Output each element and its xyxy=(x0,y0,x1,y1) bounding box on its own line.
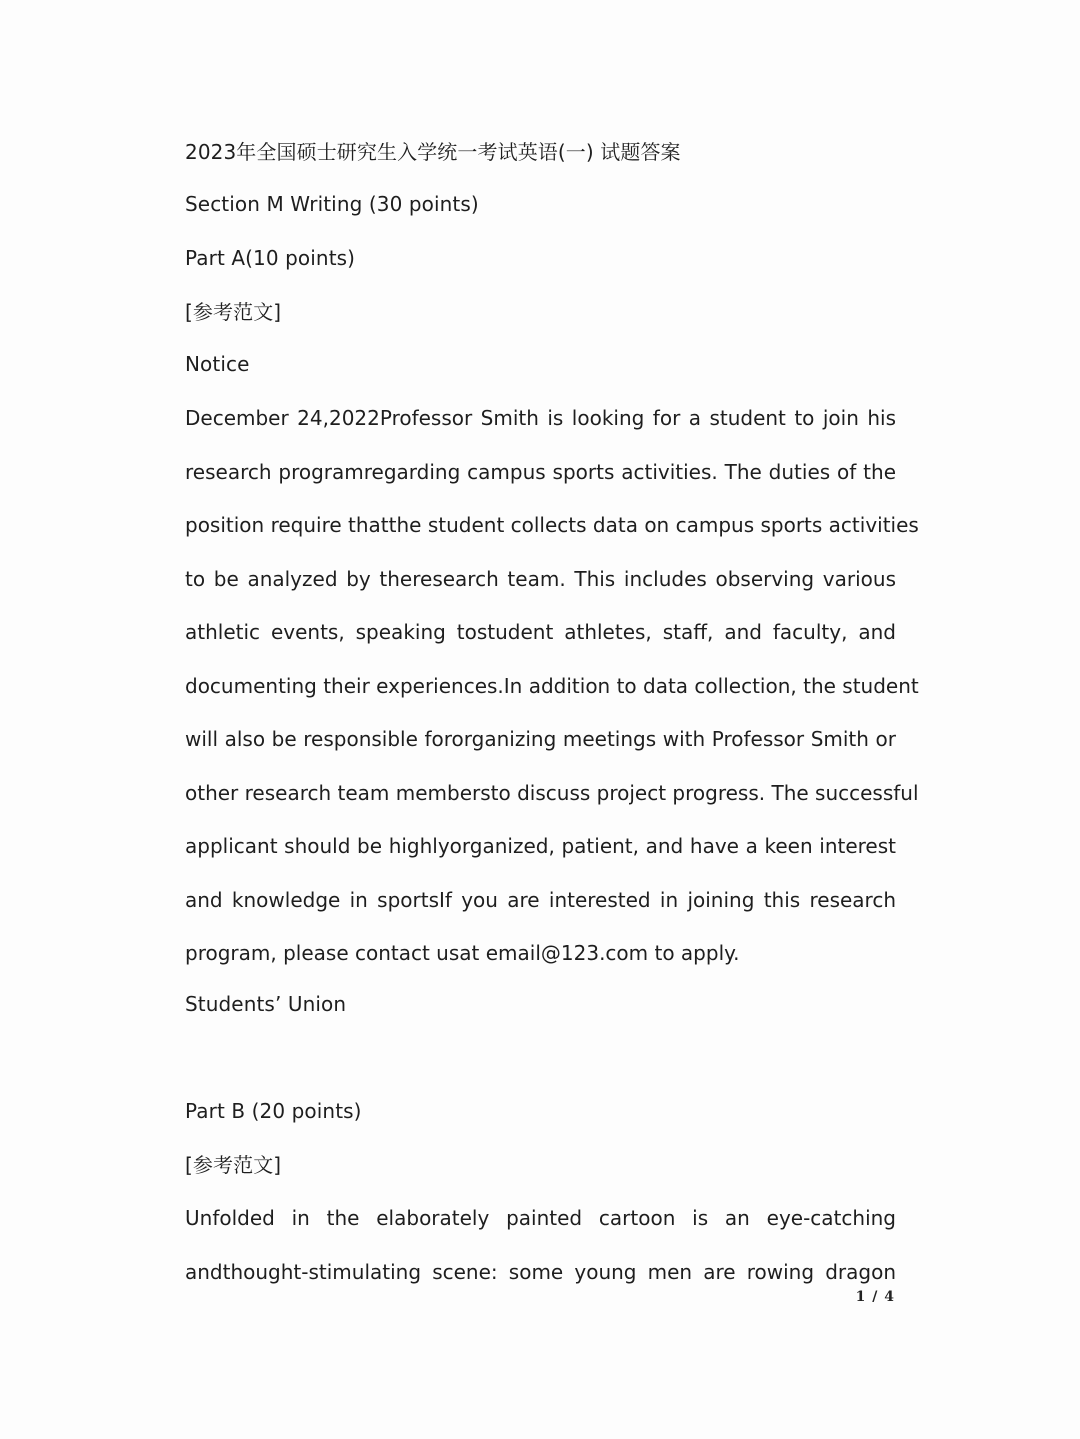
part-a-line: to be analyzed by theresearch team. This includes observing various xyxy=(185,566,896,591)
part-a-line: December 24,2022Professor Smith is looking for a student to join his xyxy=(185,406,896,430)
part-b-line: Unfolded in the elaborately painted cartoon is an eye-catching xyxy=(185,1206,896,1230)
part-a-heading: Part A(10 points) xyxy=(185,246,356,270)
part-b-body xyxy=(185,1204,896,1311)
part-a-line: research programregarding campus sports activities. The duties of the xyxy=(185,459,896,484)
part-a-line: athletic events, speaking tostudent athletes, staff, and faculty, and xyxy=(185,620,896,644)
part-b-line: andthought-stimulating scene: some young men are rowing dragon xyxy=(185,1259,896,1284)
part-b-heading: Part B (20 points) xyxy=(185,1099,362,1123)
part-a-line: applicant should be highlyorganized, patient, and have a keen interest xyxy=(185,834,896,858)
part-a-line: position require thatthe student collects data on campus sports activities xyxy=(185,513,919,537)
section-heading: Section M Writing (30 points) xyxy=(185,192,479,216)
notice-title: Notice xyxy=(185,352,250,376)
part-a-line: documenting their experiences.In addition to data collection, the student xyxy=(185,673,919,698)
part-a-line: will also be responsible fororganizing meetings with Professor Smith or xyxy=(185,727,896,751)
signature: Students’ Union xyxy=(185,992,347,1016)
part-a-tag: [参考范文] xyxy=(185,300,282,324)
page-number: 1 / 4 xyxy=(855,1289,895,1305)
part-b-tag: [参考范文] xyxy=(185,1153,282,1177)
part-a-body xyxy=(185,404,919,993)
document-title: 2023年全国硕士研究生入学统一考试英语(一) 试题答案 xyxy=(185,140,681,164)
part-a-line: and knowledge in sportsIf you are interested in joining this research xyxy=(185,887,896,912)
part-a-line: other research team membersto discuss project progress. The successful xyxy=(185,780,919,805)
part-a-line: program, please contact usat email@123.com to apply. xyxy=(185,941,740,965)
